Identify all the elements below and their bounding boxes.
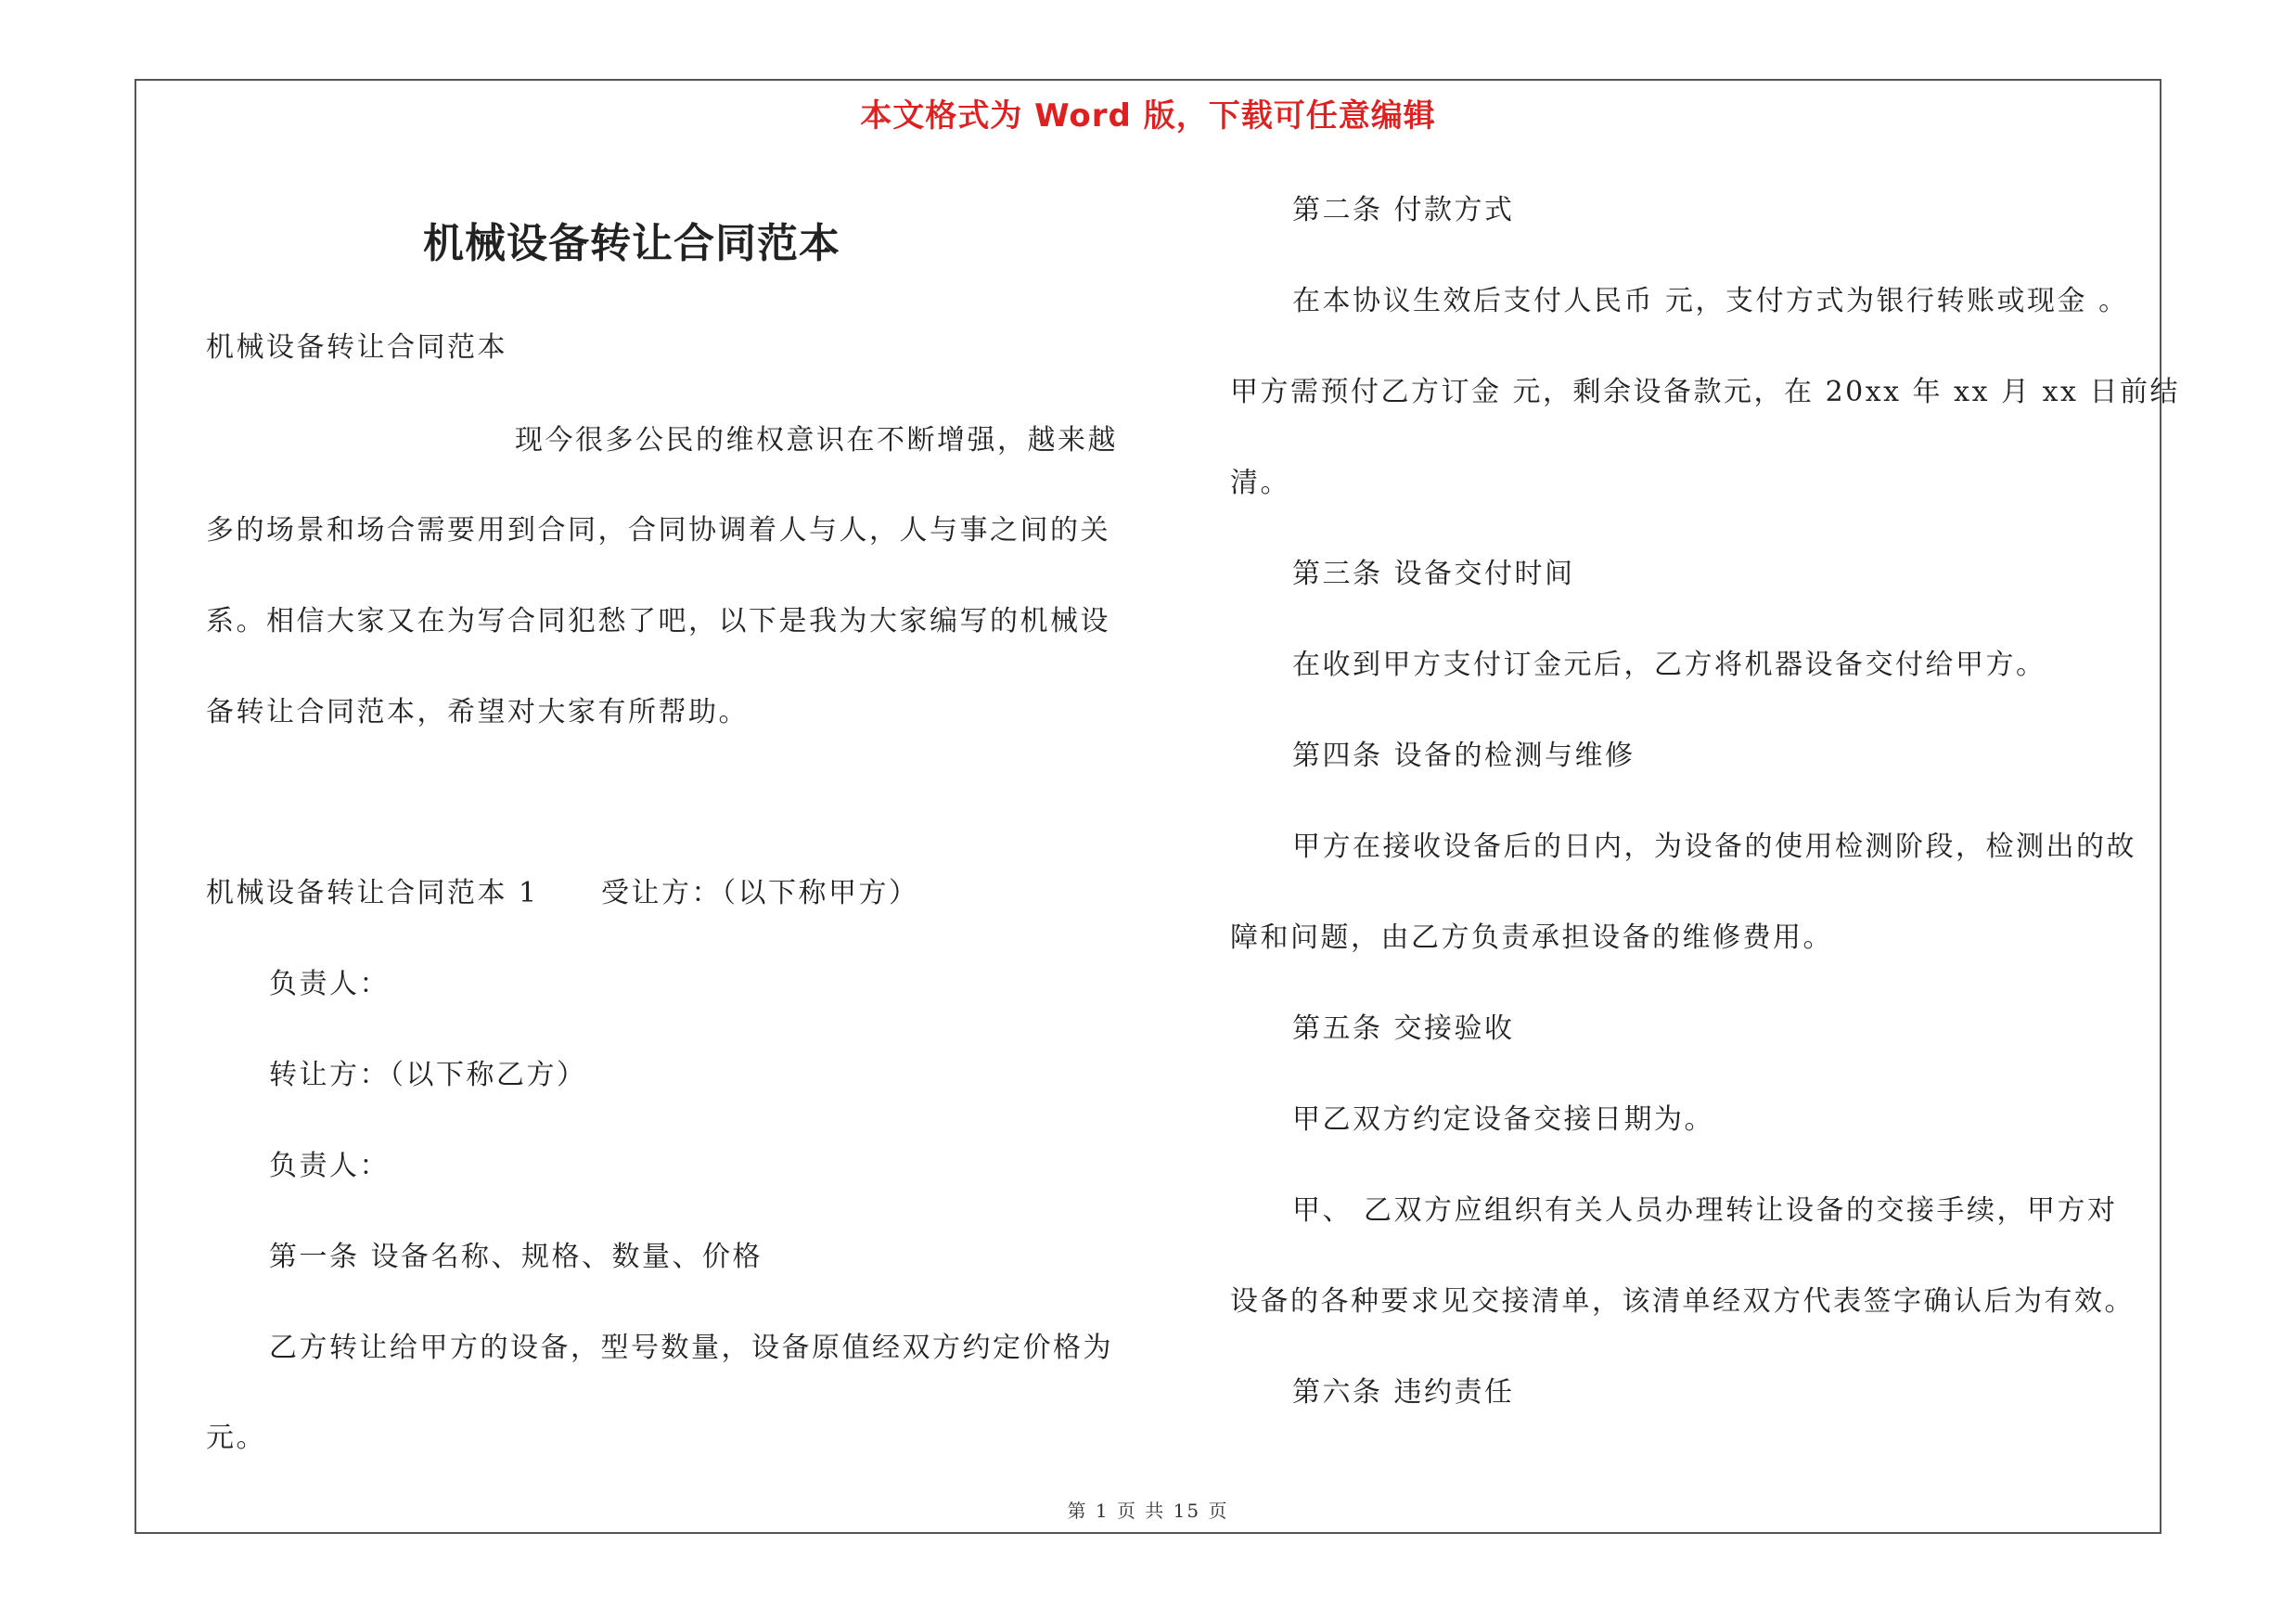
right-line-article-5-body-3: 设备的各种要求见交接清单，该清单经双方代表签字确认后为有效。 — [1230, 1285, 2135, 1318]
left-line-paragraph-3: 系。相信大家又在为写合同犯愁了吧，以下是我为大家编写的机械设 — [206, 605, 1110, 638]
right-line-article-2-body-2: 甲方需预付乙方订金 元，剩余设备款元，在 20xx 年 xx 月 xx 日前结 — [1230, 376, 2180, 408]
right-line-article-2: 第二条 付款方式 — [1292, 194, 1515, 226]
document-title: 机械设备转让合同范本 — [423, 220, 840, 267]
left-line-intro-heading: 机械设备转让合同范本 — [206, 331, 507, 364]
left-line-article-1-body: 乙方转让给甲方的设备，型号数量，设备原值经双方约定价格为 — [269, 1332, 1113, 1364]
left-line-article-1: 第一条 设备名称、规格、数量、价格 — [269, 1241, 763, 1273]
right-line-article-2-body-3: 清。 — [1230, 467, 1290, 499]
left-line-article-1-end: 元。 — [206, 1422, 266, 1454]
right-line-article-3: 第三条 设备交付时间 — [1292, 558, 1575, 590]
left-line-contract-heading: 机械设备转让合同范本 1 — [206, 877, 539, 909]
left-line-transferee: 受让方：（以下称甲方） — [601, 877, 919, 909]
right-line-article-3-body: 在收到甲方支付订金元后，乙方将机器设备交付给甲方。 — [1292, 649, 2046, 681]
left-line-paragraph-1: 现今很多公民的维权意识在不断增强，越来越 — [515, 424, 1118, 457]
right-line-article-4: 第四条 设备的检测与维修 — [1292, 740, 1635, 772]
right-line-article-6: 第六条 违约责任 — [1292, 1376, 1515, 1409]
right-line-article-4-body-2: 障和问题，由乙方负责承担设备的维修费用。 — [1230, 921, 1833, 954]
left-line-paragraph-4: 备转让合同范本，希望对大家有所帮助。 — [206, 696, 749, 728]
left-line-paragraph-2: 多的场景和场合需要用到合同，合同协调着人与人，人与事之间的关 — [206, 514, 1110, 547]
page-footer: 第 1 页 共 15 页 — [1067, 1500, 1229, 1522]
right-line-article-5-body-1: 甲乙双方约定设备交接日期为。 — [1292, 1103, 1714, 1136]
left-line-principal-b: 负责人： — [269, 1150, 390, 1182]
right-line-article-4-body-1: 甲方在接收设备后的日内，为设备的使用检测阶段，检测出的故 — [1292, 831, 2136, 863]
format-banner: 本文格式为 Word 版，下载可任意编辑 — [860, 97, 1436, 135]
right-line-article-5: 第五条 交接验收 — [1292, 1012, 1515, 1045]
left-line-principal-a: 负责人： — [269, 968, 390, 1000]
right-line-article-5-body-2: 甲、 乙双方应组织有关人员办理转让设备的交接手续，甲方对 — [1292, 1194, 2118, 1227]
left-line-transferor: 转让方：（以下称乙方） — [269, 1059, 587, 1091]
right-line-article-2-body-1: 在本协议生效后支付人民币 元，支付方式为银行转账或现金 。 — [1292, 285, 2129, 317]
